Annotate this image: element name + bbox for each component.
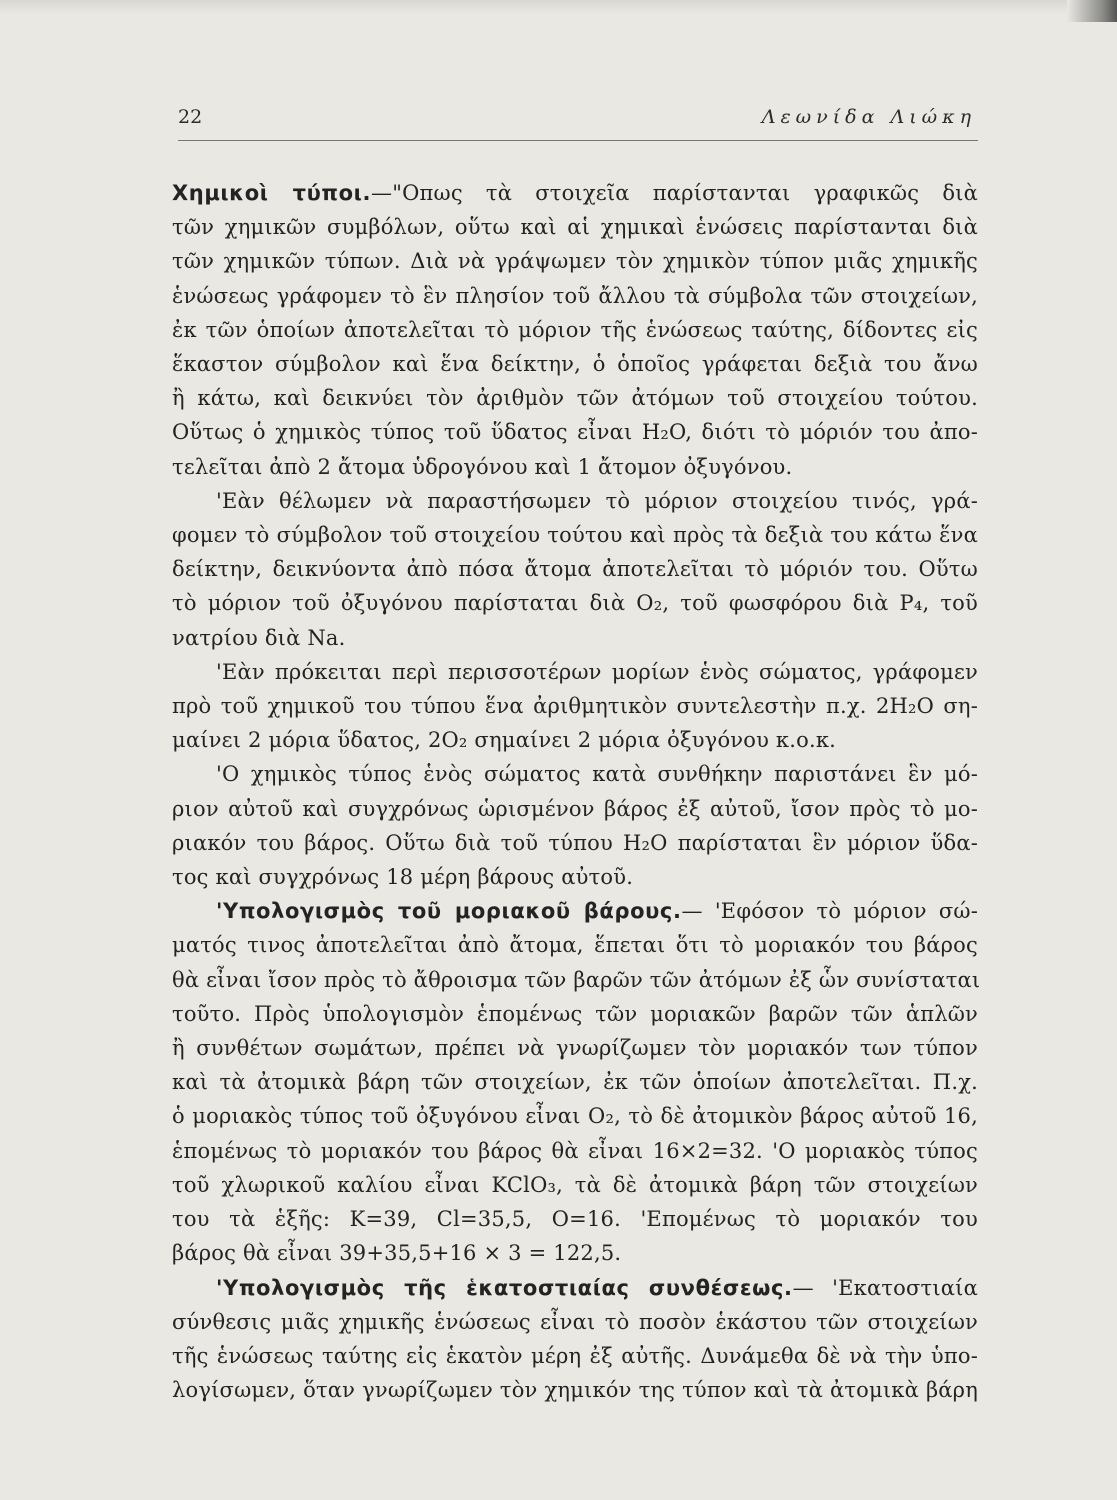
line-text: ἢ συνθέτων σωμάτων, πρέπει νὰ γνωρίζωμεν τὸν μοριακόν των τύπον — [172, 1036, 978, 1061]
line-text: ματός τινος ἀποτελεῖται ἀπὸ ἄτομα, ἕπεται ὅτι τὸ μοριακόν του βάρος — [172, 933, 978, 958]
text-line — [172, 1305, 978, 1339]
line-text: τοῦτο. Πρὸς ὑπολογισμὸν ἑπομένως τῶν μοριακῶν βαρῶν τῶν ἁπλῶν — [172, 1001, 978, 1026]
line-text: 'Εὰν θέλωμεν νὰ παραστήσωμεν τὸ μόριον στοιχείου τινός, γρά- — [216, 488, 978, 513]
text-line — [172, 655, 978, 689]
text-line — [172, 1373, 978, 1407]
line-text: τος καὶ συγχρόνως 18 μέρη βάρους αὐτοῦ. — [172, 865, 634, 890]
text-line — [172, 963, 981, 997]
text-line — [172, 244, 978, 278]
line-text: ἐκ τῶν ὁποίων ἀποτελεῖται τὸ μόριον τῆς ἑνώσεως ταύτης, δίδοντες εἰς — [172, 317, 978, 342]
page-number: 22 — [178, 106, 203, 128]
line-text: τῆς ἑνώσεως ταύτης εἰς ἑκατὸν μέρη ἐξ αὐτῆς. Δυνάμεθα δὲ νὰ τὴν ὑπο- — [172, 1343, 978, 1368]
line-text: — 'Εφόσον τὸ μόριον σώ- — [681, 899, 978, 924]
scan-edge — [0, 0, 1117, 14]
line-text: σύνθεσις μιᾶς χημικῆς ἑνώσεως εἶναι τὸ ποσὸν ἑκάστου τῶν στοιχείων — [172, 1309, 978, 1334]
text-line — [172, 1236, 978, 1270]
line-text: λογίσωμεν, ὅταν γνωρίζωμεν τὸν χημικόν της τύπον καὶ τὰ ἀτομικὰ βάρη — [172, 1378, 978, 1403]
line-text: ἑνώσεως γράφομεν τὸ ἓν πλησίον τοῦ ἄλλου τὰ σύμβολα τῶν στοιχείων, — [172, 283, 978, 308]
text-line — [172, 1134, 978, 1168]
text-line — [172, 1099, 978, 1133]
text-line — [172, 415, 978, 449]
line-text: τὸ μόριον τοῦ ὀξυγόνου παρίσταται διὰ O₂, τοῦ φωσφόρου διὰ P₄, τοῦ — [172, 591, 978, 616]
line-text: τῶν χημικῶν συμβόλων, οὕτω καὶ αἱ χημικαὶ ἑνώσεις παρίστανται διὰ — [172, 215, 978, 240]
text-line — [172, 826, 978, 860]
line-text: θὰ εἶναι ἴσον πρὸς τὸ ἄθροισμα τῶν βαρῶν τῶν ἀτόμων ἐξ ὧν συνίσταται — [172, 967, 981, 992]
text-line — [172, 894, 978, 928]
page-header — [178, 104, 978, 141]
text-line — [172, 1168, 978, 1202]
line-text: μαίνει 2 μόρια ὕδατος, 2O₂ σημαίνει 2 μόρια ὀξυγόνου κ.ο.κ. — [172, 728, 837, 753]
text-line — [172, 860, 978, 894]
line-text: τελεῖται ἀπὸ 2 ἄτομα ὑδρογόνου καὶ 1 ἄτομον ὀξυγόνου. — [172, 454, 793, 479]
line-text: ὁ μοριακὸς τύπος τοῦ ὀξυγόνου εἶναι O₂, τὸ δὲ ἀτομικὸν βάρος αὐτοῦ 16, — [172, 1104, 978, 1129]
line-text: τῶν χημικῶν τύπων. Διὰ νὰ γράψωμεν τὸν χημικὸν τύπον μιᾶς χημικῆς — [172, 249, 978, 274]
text-line — [172, 347, 978, 381]
line-text: δείκτην, δεικνύοντα ἀπὸ πόσα ἄτομα ἀποτελεῖται τὸ μόριόν του. Οὕτω — [172, 557, 978, 582]
running-head: Λεωνίδα Λιώκη — [761, 106, 976, 128]
text-line — [172, 586, 978, 620]
line-text: πρὸ τοῦ χημικοῦ του τύπου ἕνα ἀριθμητικὸν συντελεστὴν π.χ. 2H₂O ση- — [172, 694, 978, 719]
line-text: τοῦ χλωρικοῦ καλίου εἶναι KClO₃, τὰ δὲ ἀτομικὰ βάρη τῶν στοιχείων — [172, 1172, 978, 1197]
line-text: φομεν τὸ σύμβολον τοῦ στοιχείου τούτου καὶ πρὸς τὰ δεξιὰ του κάτω ἕνα — [172, 523, 978, 548]
text-line — [172, 689, 978, 723]
line-text: του τὰ ἑξῆς: K=39, Cl=35,5, O=16. 'Επομένως τὸ μοριακόν του — [172, 1207, 978, 1232]
line-text: —"Οπως τὰ στοιχεῖα παρίστανται γραφικῶς διὰ — [371, 181, 978, 205]
line-text: ριον αὐτοῦ καὶ συγχρόνως ὡρισμένον βάρος ἐξ αὐτοῦ, ἴσον πρὸς τὸ μο- — [172, 796, 978, 821]
text-line — [172, 1339, 978, 1373]
text-line — [172, 757, 978, 791]
text-line — [172, 1031, 978, 1065]
text-line — [172, 621, 978, 655]
text-line — [172, 997, 978, 1031]
text-line — [172, 1065, 978, 1099]
text-line — [172, 723, 978, 757]
text-line — [172, 313, 978, 347]
text-line — [172, 928, 978, 962]
text-line — [172, 552, 978, 586]
text-line — [172, 518, 978, 552]
section-heading: 'Υπολογισμὸς τῆς ἑκατοστιαίας συνθέσεως. — [216, 1275, 793, 1300]
line-text: 'Εὰν πρόκειται περὶ περισσοτέρων μορίων ἑνὸς σώματος, γράφομεν — [216, 659, 978, 684]
text-line — [172, 176, 978, 210]
line-text: ἢ κάτω, καὶ δεικνύει τὸν ἀριθμὸν τῶν ἀτόμων τοῦ στοιχείου τούτου. — [172, 386, 978, 411]
scan-corner-shadow — [1067, 0, 1117, 22]
line-text: Οὕτως ὁ χημικὸς τύπος τοῦ ὕδατος εἶναι H₂O, διότι τὸ μόριόν του ἀπο- — [172, 420, 978, 445]
line-text: ἑπομένως τὸ μοριακόν του βάρος θὰ εἶναι 16×2=32. 'Ο μοριακὸς τύπος — [172, 1138, 978, 1163]
line-text: νατρίου διὰ Na. — [172, 625, 346, 650]
text-line — [172, 450, 978, 484]
line-text: ριακόν του βάρος. Οὕτω διὰ τοῦ τύπου H₂O παρίσταται ἓν μόριον ὕδα- — [172, 830, 978, 855]
section-heading: Χημικοὶ τύποι. — [172, 181, 372, 205]
text-line — [172, 792, 978, 826]
line-text: — 'Εκατοστιαία — [792, 1275, 979, 1300]
line-text: καὶ τὰ ἀτομικὰ βάρη τῶν στοιχείων, ἐκ τῶν ὁποίων ἀποτελεῖται. Π.χ. — [172, 1070, 978, 1095]
text-line — [172, 484, 978, 518]
section-heading: 'Υπολογισμὸς τοῦ μοριακοῦ βάρους. — [216, 899, 682, 924]
body-text — [172, 176, 981, 1407]
text-line — [172, 210, 978, 244]
text-line — [172, 1271, 978, 1305]
line-text: 'Ο χημικὸς τύπος ἑνὸς σώματος κατὰ συνθήκην παριστάνει ἓν μό- — [216, 762, 978, 787]
text-line — [172, 381, 978, 415]
line-text: βάρος θὰ εἶναι 39+35,5+16 × 3 = 122,5. — [172, 1241, 622, 1266]
text-line — [172, 1202, 978, 1236]
line-text: ἕκαστον σύμβολον καὶ ἕνα δείκτην, ὁ ὁποῖος γράφεται δεξιὰ του ἄνω — [172, 352, 978, 377]
text-line — [172, 279, 978, 313]
